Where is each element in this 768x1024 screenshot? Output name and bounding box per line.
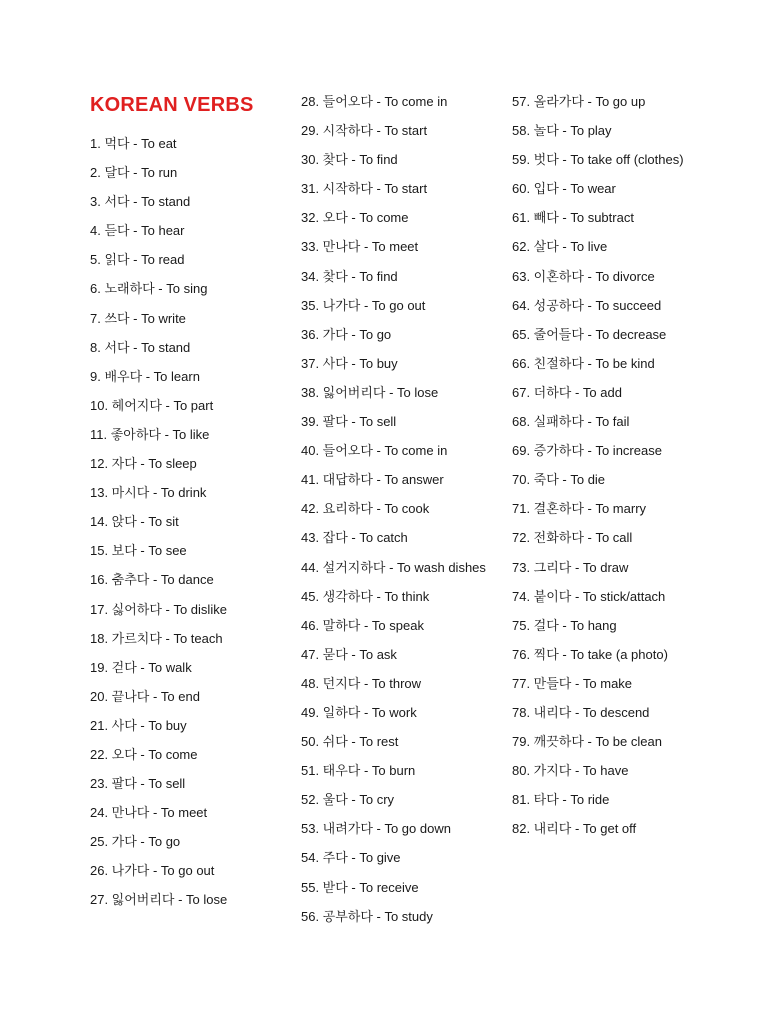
verb-list-item: 43. 잡다 - To catch <box>301 530 408 546</box>
verb-list-item: 24. 만나다 - To meet <box>90 805 208 821</box>
verb-list-item: 17. 싫어하다 - To dislike <box>90 601 227 617</box>
verb-list-item: 15. 보다 - To see <box>90 543 187 559</box>
verb-list-item: 48. 던지다 - To throw <box>301 675 422 691</box>
verb-list-item: 59. 벗다 - To take off (clothes) <box>512 152 684 168</box>
verb-list-item: 20. 끝나다 - To end <box>90 688 200 704</box>
verb-list-item: 7. 쓰다 - To write <box>90 310 186 326</box>
verb-list-item: 49. 일하다 - To work <box>301 704 417 720</box>
verb-list-item: 6. 노래하다 - To sing <box>90 281 208 297</box>
verb-list-item: 26. 나가다 - To go out <box>90 863 215 879</box>
verb-list-item: 61. 빼다 - To subtract <box>512 210 634 226</box>
verb-list-item: 3. 서다 - To stand <box>90 194 191 210</box>
verb-list-item: 81. 타다 - To ride <box>512 792 610 808</box>
verb-list-item: 69. 증가하다 - To increase <box>512 443 662 459</box>
verb-list-item: 52. 울다 - To cry <box>301 792 395 808</box>
verb-list-item: 50. 쉬다 - To rest <box>301 734 399 750</box>
verb-list-item: 45. 생각하다 - To think <box>301 588 430 604</box>
verb-list-item: 9. 배우다 - To learn <box>90 368 200 384</box>
verb-list-item: 22. 오다 - To come <box>90 746 198 762</box>
verb-list-item: 56. 공부하다 - To study <box>301 908 433 924</box>
verb-list-item: 46. 말하다 - To speak <box>301 617 424 633</box>
verb-list-item: 54. 주다 - To give <box>301 850 401 866</box>
verb-list-item: 64. 성공하다 - To succeed <box>512 297 662 313</box>
verb-list-item: 13. 마시다 - To drink <box>90 485 207 501</box>
verb-list-item: 70. 죽다 - To die <box>512 472 606 488</box>
verb-list-item: 30. 찾다 - To find <box>301 152 398 168</box>
verb-column-2 <box>301 93 486 937</box>
verb-list-item: 55. 받다 - To receive <box>301 879 419 895</box>
verb-list-item: 42. 요리하다 - To cook <box>301 501 430 517</box>
verb-list-item: 10. 헤어지다 - To part <box>90 397 214 413</box>
verb-list-item: 14. 앉다 - To sit <box>90 514 179 530</box>
verb-list-item: 80. 가지다 - To have <box>512 763 629 779</box>
verb-list-item: 1. 먹다 - To eat <box>90 136 177 151</box>
verb-list-item: 21. 사다 - To buy <box>90 717 187 733</box>
verb-list-item: 4. 듣다 - To hear <box>90 223 185 239</box>
verb-list-item: 63. 이혼하다 - To divorce <box>512 268 655 284</box>
verb-list-item: 76. 찍다 - To take (a photo) <box>512 646 668 662</box>
verb-list-item: 31. 시작하다 - To start <box>301 181 428 197</box>
verb-list-item: 57. 올라가다 - To go up <box>512 94 646 109</box>
verb-list-item: 37. 사다 - To buy <box>301 355 398 371</box>
verb-list-item: 8. 서다 - To stand <box>90 339 191 355</box>
verb-list-item: 73. 그리다 - To draw <box>512 559 629 575</box>
verb-list-item: 25. 가다 - To go <box>90 834 181 850</box>
verb-list-item: 51. 태우다 - To burn <box>301 763 416 779</box>
verb-list-item: 33. 만나다 - To meet <box>301 239 419 255</box>
verb-list-item: 38. 잃어버리다 - To lose <box>301 384 439 400</box>
verb-list-item: 23. 팔다 - To sell <box>90 776 186 792</box>
verb-list-item: 27. 잃어버리다 - To lose <box>90 892 228 908</box>
verb-list-item: 71. 결혼하다 - To marry <box>512 501 647 517</box>
verb-list-item: 41. 대답하다 - To answer <box>301 472 444 488</box>
verb-list-item: 39. 팔다 - To sell <box>301 414 397 430</box>
verb-list-item: 82. 내리다 - To get off <box>512 821 637 837</box>
verb-list-item: 36. 가다 - To go <box>301 326 392 342</box>
verb-list-item: 35. 나가다 - To go out <box>301 297 426 313</box>
verb-list-item: 72. 전화하다 - To call <box>512 530 633 546</box>
verb-list-item: 2. 달다 - To run <box>90 165 178 181</box>
verb-list-item: 18. 가르치다 - To teach <box>90 630 223 646</box>
verb-list-item: 62. 살다 - To live <box>512 239 608 255</box>
verb-list-item: 60. 입다 - To wear <box>512 181 616 197</box>
verb-list-item: 19. 걷다 - To walk <box>90 659 192 675</box>
verb-list-item: 68. 실패하다 - To fail <box>512 414 630 430</box>
verb-list-item: 32. 오다 - To come <box>301 210 409 226</box>
verb-list-item: 53. 내려가다 - To go down <box>301 821 451 837</box>
verb-list-item: 74. 붙이다 - To stick/attach <box>512 588 666 604</box>
page-title: KOREAN VERBS <box>90 94 254 116</box>
verb-list-item: 28. 들어오다 - To come in <box>301 94 448 109</box>
verb-list-item: 79. 깨끗하다 - To be clean <box>512 734 662 750</box>
verb-list-item: 75. 걸다 - To hang <box>512 617 617 633</box>
verb-list-item: 67. 더하다 - To add <box>512 384 622 400</box>
verb-list-item: 65. 줄어들다 - To decrease <box>512 326 667 342</box>
verb-list-item: 16. 춤추다 - To dance <box>90 572 214 588</box>
verb-list-item: 11. 좋아하다 - To like <box>90 426 210 442</box>
verb-list-item: 66. 친절하다 - To be kind <box>512 355 655 371</box>
verb-list-item: 34. 찾다 - To find <box>301 268 398 284</box>
verb-list-item: 40. 들어오다 - To come in <box>301 443 448 459</box>
verb-list-item: 78. 내리다 - To descend <box>512 704 650 720</box>
verb-list-item: 47. 묻다 - To ask <box>301 646 397 662</box>
verb-list-item: 58. 놀다 - To play <box>512 123 612 139</box>
verb-list-item: 12. 자다 - To sleep <box>90 456 197 472</box>
verb-column-3 <box>512 93 684 849</box>
verb-list-item: 77. 만들다 - To make <box>512 675 633 691</box>
verb-list-item: 44. 설거지하다 - To wash dishes <box>301 559 486 575</box>
verb-column-1 <box>90 135 227 921</box>
verb-list-item: 5. 읽다 - To read <box>90 252 185 268</box>
verb-list-item: 29. 시작하다 - To start <box>301 123 428 139</box>
